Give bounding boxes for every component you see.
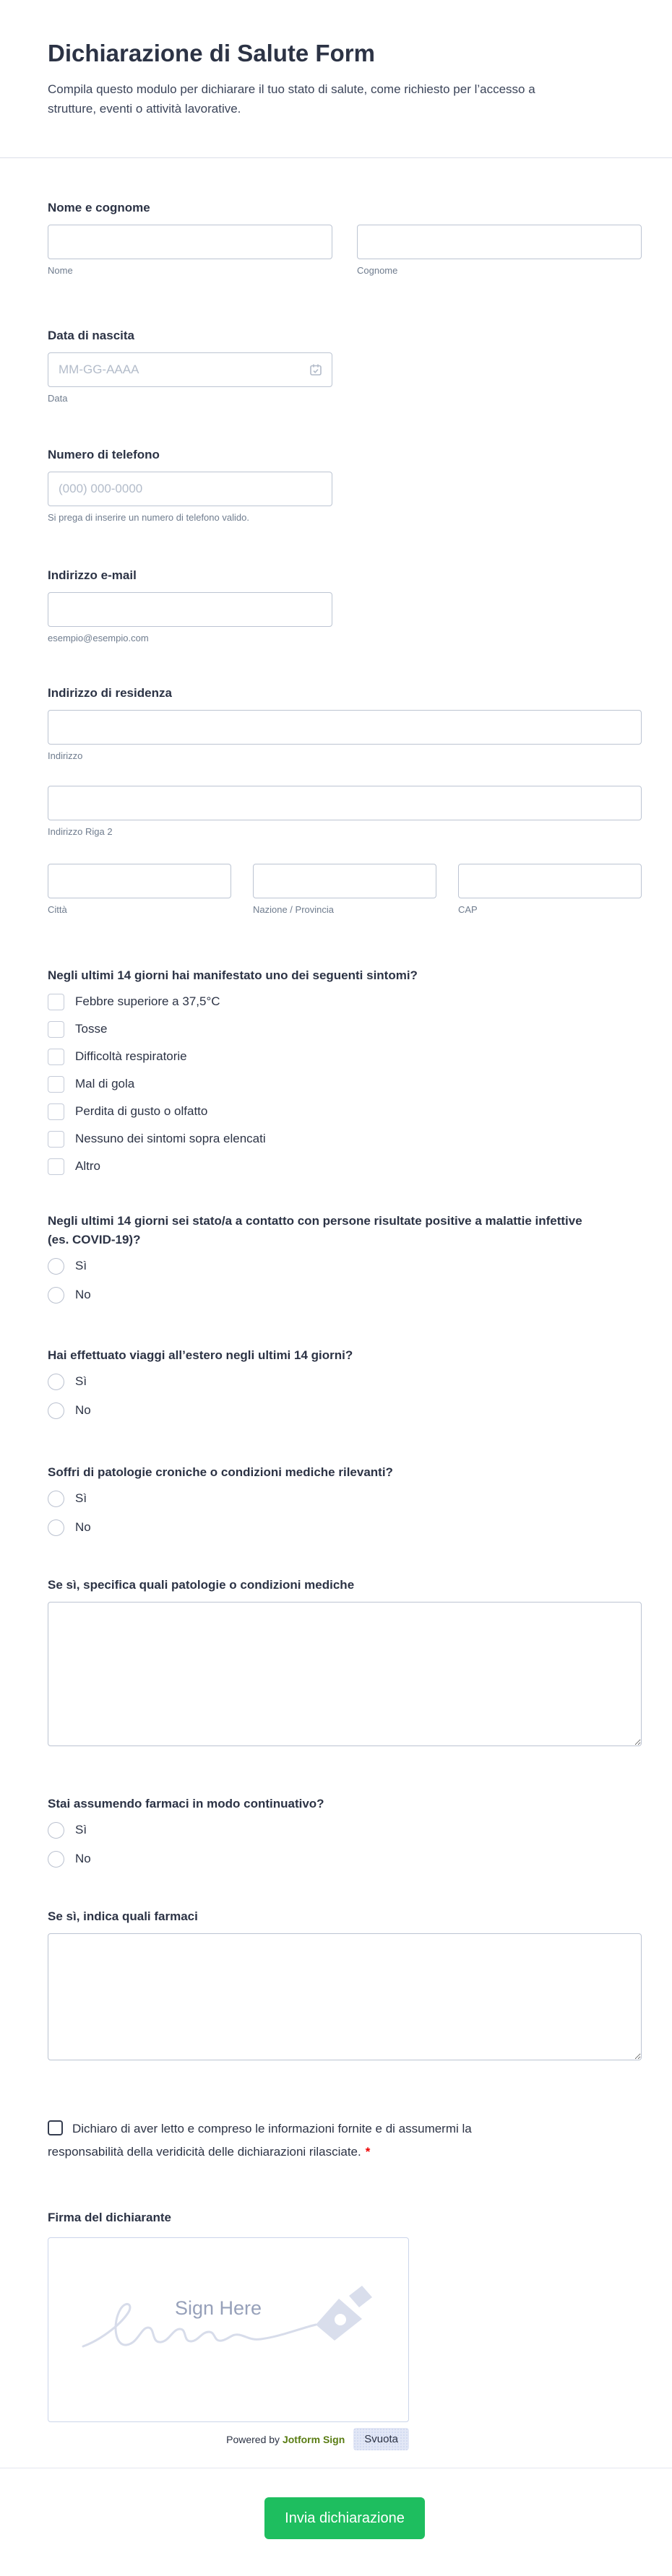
field-birth-date bbox=[48, 328, 642, 404]
chronic-details-label: Se sì, specifica quali patologie o condizioni mediche bbox=[48, 1578, 355, 1592]
birth-date-input[interactable] bbox=[48, 352, 332, 387]
address-line2-sublabel: Indirizzo Riga 2 bbox=[48, 826, 113, 837]
submit-button[interactable]: Invia dichiarazione bbox=[264, 2497, 425, 2539]
option-label: Perdita di gusto o olfatto bbox=[75, 1104, 208, 1118]
option-label: Altro bbox=[75, 1159, 100, 1173]
symptom-option-taste-smell[interactable] bbox=[48, 1102, 642, 1121]
medication-details-label: Se sì, indica quali farmaci bbox=[48, 1909, 198, 1923]
symptom-option-breathing[interactable] bbox=[48, 1047, 642, 1066]
last-name-sublabel: Cognome bbox=[357, 265, 398, 276]
medication-option-yes[interactable] bbox=[48, 1821, 642, 1839]
address-label: Indirizzo di residenza bbox=[48, 686, 172, 700]
option-label: Nessuno dei sintomi sopra elencati bbox=[75, 1132, 266, 1145]
checkbox-icon[interactable] bbox=[48, 1131, 64, 1148]
contact-option-yes[interactable] bbox=[48, 1257, 642, 1275]
form-body bbox=[0, 200, 672, 2450]
city-sublabel: Città bbox=[48, 904, 67, 915]
signature-footer bbox=[48, 2428, 409, 2450]
field-chronic-question bbox=[48, 1463, 642, 1537]
full-name-label: Nome e cognome bbox=[48, 201, 150, 214]
chronic-option-yes[interactable] bbox=[48, 1489, 642, 1508]
checkbox-icon[interactable] bbox=[48, 1103, 64, 1120]
symptoms-question: Negli ultimi 14 giorni hai manifestato uno dei seguenti sintomi? bbox=[48, 968, 418, 982]
field-address bbox=[48, 685, 642, 916]
option-label: Febbre superiore a 37,5°C bbox=[75, 994, 220, 1008]
email-label: Indirizzo e-mail bbox=[48, 568, 137, 582]
travel-question: Hai effettuato viaggi all’estero negli ultimi 14 giorni? bbox=[48, 1348, 353, 1362]
symptom-option-sore-throat[interactable] bbox=[48, 1075, 642, 1093]
chronic-details-textarea[interactable] bbox=[48, 1602, 642, 1746]
city-input[interactable] bbox=[48, 864, 231, 898]
option-label: No bbox=[75, 1520, 91, 1534]
radio-icon[interactable] bbox=[48, 1258, 64, 1275]
symptom-option-fever[interactable] bbox=[48, 992, 642, 1011]
required-asterisk: * bbox=[365, 2145, 371, 2159]
consent-text: Dichiaro di aver letto e compreso le informazioni fornite e di assumermi la responsabilità della veridicità delle dichiarazioni rilasciate. bbox=[48, 2122, 472, 2159]
checkbox-icon[interactable] bbox=[48, 1021, 64, 1038]
radio-icon[interactable] bbox=[48, 1822, 64, 1839]
radio-icon[interactable] bbox=[48, 1374, 64, 1390]
header-divider bbox=[0, 157, 672, 158]
email-sublabel: esempio@esempio.com bbox=[48, 633, 149, 643]
medication-question: Stai assumendo farmaci in modo continuativo? bbox=[48, 1797, 324, 1810]
option-label: Sì bbox=[75, 1374, 87, 1388]
first-name-input[interactable] bbox=[48, 225, 332, 259]
option-label: Difficoltà respiratorie bbox=[75, 1049, 187, 1063]
field-consent bbox=[48, 2117, 532, 2164]
first-name-sublabel: Nome bbox=[48, 265, 73, 276]
pen-nib-icon bbox=[316, 2286, 372, 2341]
email-input[interactable] bbox=[48, 592, 332, 627]
page-title: Dichiarazione di Salute Form bbox=[48, 40, 375, 66]
medication-option-no[interactable] bbox=[48, 1849, 642, 1868]
powered-prefix: Powered by bbox=[226, 2433, 280, 2445]
chronic-question: Soffri di patologie croniche o condizioni mediche rilevanti? bbox=[48, 1465, 393, 1479]
checkbox-icon[interactable] bbox=[48, 994, 64, 1010]
option-label: Sì bbox=[75, 1823, 87, 1836]
field-email bbox=[48, 568, 642, 644]
contact-option-no[interactable] bbox=[48, 1285, 642, 1304]
field-chronic-details bbox=[48, 1576, 642, 1750]
checkbox-icon[interactable] bbox=[48, 1076, 64, 1093]
signature-pad[interactable] bbox=[48, 2237, 409, 2422]
zip-input[interactable] bbox=[458, 864, 642, 898]
radio-icon[interactable] bbox=[48, 1519, 64, 1536]
contact-question: Negli ultimi 14 giorni sei stato/a a contatto con persone risultate positive a malattie infettive (es. COVID-19)? bbox=[48, 1214, 582, 1246]
birth-date-label: Data di nascita bbox=[48, 329, 134, 342]
sign-here-text: Sign Here bbox=[174, 2297, 262, 2319]
medication-details-textarea[interactable] bbox=[48, 1933, 642, 2060]
checkbox-icon[interactable] bbox=[48, 1049, 64, 1065]
travel-option-yes[interactable] bbox=[48, 1372, 642, 1391]
field-phone bbox=[48, 447, 642, 524]
travel-option-no[interactable] bbox=[48, 1401, 642, 1420]
radio-icon[interactable] bbox=[48, 1851, 64, 1868]
field-symptoms bbox=[48, 966, 642, 1176]
field-contact-question bbox=[48, 1212, 642, 1304]
powered-by-text bbox=[226, 2434, 345, 2445]
last-name-input[interactable] bbox=[357, 225, 642, 259]
option-label: No bbox=[75, 1403, 91, 1417]
option-label: No bbox=[75, 1852, 91, 1865]
symptom-option-cough[interactable] bbox=[48, 1020, 642, 1038]
option-label: Tosse bbox=[75, 1022, 108, 1036]
phone-sublabel: Si prega di inserire un numero di telefono valido. bbox=[48, 512, 249, 523]
phone-input[interactable] bbox=[48, 472, 332, 506]
chronic-option-no[interactable] bbox=[48, 1518, 642, 1537]
symptom-option-none[interactable] bbox=[48, 1129, 642, 1148]
radio-icon[interactable] bbox=[48, 1402, 64, 1419]
signature-watermark bbox=[77, 2280, 381, 2381]
field-medication-question bbox=[48, 1795, 642, 1868]
submit-row bbox=[0, 2497, 672, 2539]
option-label: Mal di gola bbox=[75, 1077, 135, 1090]
radio-icon[interactable] bbox=[48, 1287, 64, 1304]
birth-date-sublabel: Data bbox=[48, 393, 68, 404]
address-line1-input[interactable] bbox=[48, 710, 642, 745]
field-full-name bbox=[48, 200, 642, 277]
field-medication-details bbox=[48, 1907, 642, 2064]
checkbox-icon[interactable] bbox=[48, 1158, 64, 1175]
signature-label: Firma del dichiarante bbox=[48, 2211, 171, 2224]
zip-sublabel: CAP bbox=[458, 904, 478, 915]
form-header bbox=[0, 0, 672, 118]
address-line1-sublabel: Indirizzo bbox=[48, 750, 83, 761]
jotform-sign-link[interactable]: Jotform Sign bbox=[282, 2433, 345, 2445]
field-travel-question bbox=[48, 1346, 642, 1420]
option-label: No bbox=[75, 1288, 91, 1301]
page-subtitle: Compila questo modulo per dichiarare il tuo stato di salute, come richiesto per l’accesso a strutture, eventi o attività lavorative. bbox=[48, 82, 535, 116]
state-sublabel: Nazione / Provincia bbox=[253, 904, 334, 915]
symptom-option-other[interactable] bbox=[48, 1157, 642, 1176]
option-label: Sì bbox=[75, 1259, 87, 1272]
option-label: Sì bbox=[75, 1491, 87, 1505]
clear-signature-button[interactable]: Svuota bbox=[353, 2428, 409, 2450]
field-signature bbox=[48, 2210, 642, 2450]
phone-label: Numero di telefono bbox=[48, 448, 160, 461]
address-line2-input[interactable] bbox=[48, 786, 642, 820]
consent-checkbox[interactable] bbox=[48, 2120, 63, 2135]
state-input[interactable] bbox=[253, 864, 436, 898]
radio-icon[interactable] bbox=[48, 1491, 64, 1507]
